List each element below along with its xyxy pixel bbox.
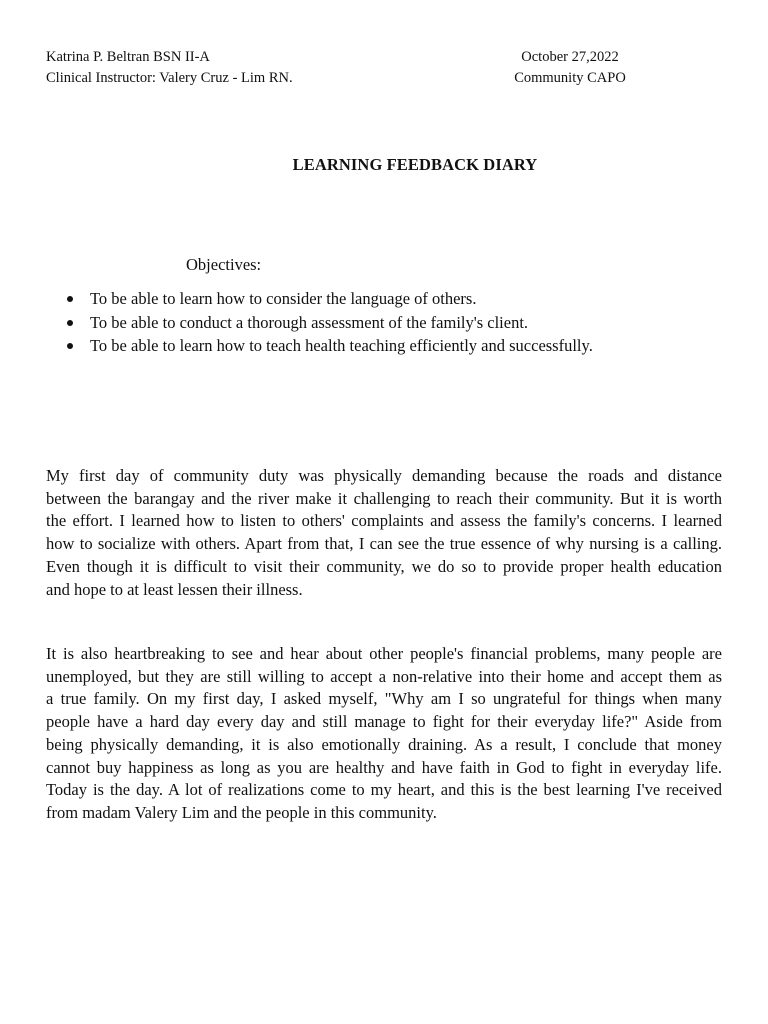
paragraph-line: It is also heartbreaking to see and hear about other people's financial problems, many people are [46, 644, 722, 663]
objective-text: To be able to learn how to consider the language of others. [90, 289, 477, 308]
document-title: LEARNING FEEDBACK DIARY [292, 155, 538, 174]
objectives-heading: Objectives: [186, 255, 262, 274]
objective-item [46, 311, 593, 335]
paragraph-line: from madam Valery Lim and the people in this community. [46, 802, 437, 822]
bullet-icon [67, 343, 73, 349]
paragraph-line: Even though it is difficult to visit their community, we do so to provide proper health education [46, 556, 722, 576]
bullet-icon [67, 296, 73, 302]
paragraph-line: unemployed, but they are still willing to accept a non-relative into their home and accept them as [46, 666, 722, 686]
paragraph-line: how to socialize with others. Apart from that, I can see the true essence of why nursing is a calling. [46, 534, 722, 554]
header-student-info [46, 47, 293, 89]
student-name-line: Katrina P. Beltran BSN II-A [46, 49, 210, 65]
paragraph-line: cannot buy happiness as long as you are healthy and have faith in God to fight in everyday life. [46, 757, 722, 777]
objective-item [46, 334, 593, 358]
clinical-instructor-line: Clinical Instructor: Valery Cruz - Lim RN. [46, 70, 293, 86]
area-line: Community CAPO [514, 70, 626, 86]
paragraph-line: a true family. On my first day, I asked myself, "Why am I so ungrateful for things when many [46, 689, 722, 709]
objectives-list [46, 287, 593, 358]
paragraph-line: and hope to at least lessen their illness. [46, 579, 303, 599]
paragraph-line: Today is the day. A lot of realizations come to my heart, and this is the best learning I've received [46, 780, 722, 800]
paragraph-line: between the barangay and the river make it challenging to reach their community. But it is worth [46, 488, 722, 508]
objective-text: To be able to learn how to teach health teaching efficiently and successfully. [90, 336, 593, 355]
objective-item [46, 287, 593, 311]
bullet-icon [67, 320, 73, 326]
paragraph-line: people have a hard day every day and still manage to fight for their everyday life?" Aside from [46, 712, 722, 732]
date-line: October 27,2022 [521, 49, 619, 65]
paragraph-reflection [46, 643, 722, 825]
paragraph-first-day [46, 465, 722, 601]
paragraph-line: the effort. I learned how to listen to others' complaints and assess the family's concerns. I learned [46, 511, 722, 531]
paragraph-line: My first day of community duty was physically demanding because the roads and distance [46, 466, 722, 485]
objective-text: To be able to conduct a thorough assessment of the family's client. [90, 312, 529, 332]
paragraph-line: being physically demanding, it is also emotionally draining. As a result, I conclude that money [46, 734, 722, 754]
header-date-info [510, 47, 630, 89]
